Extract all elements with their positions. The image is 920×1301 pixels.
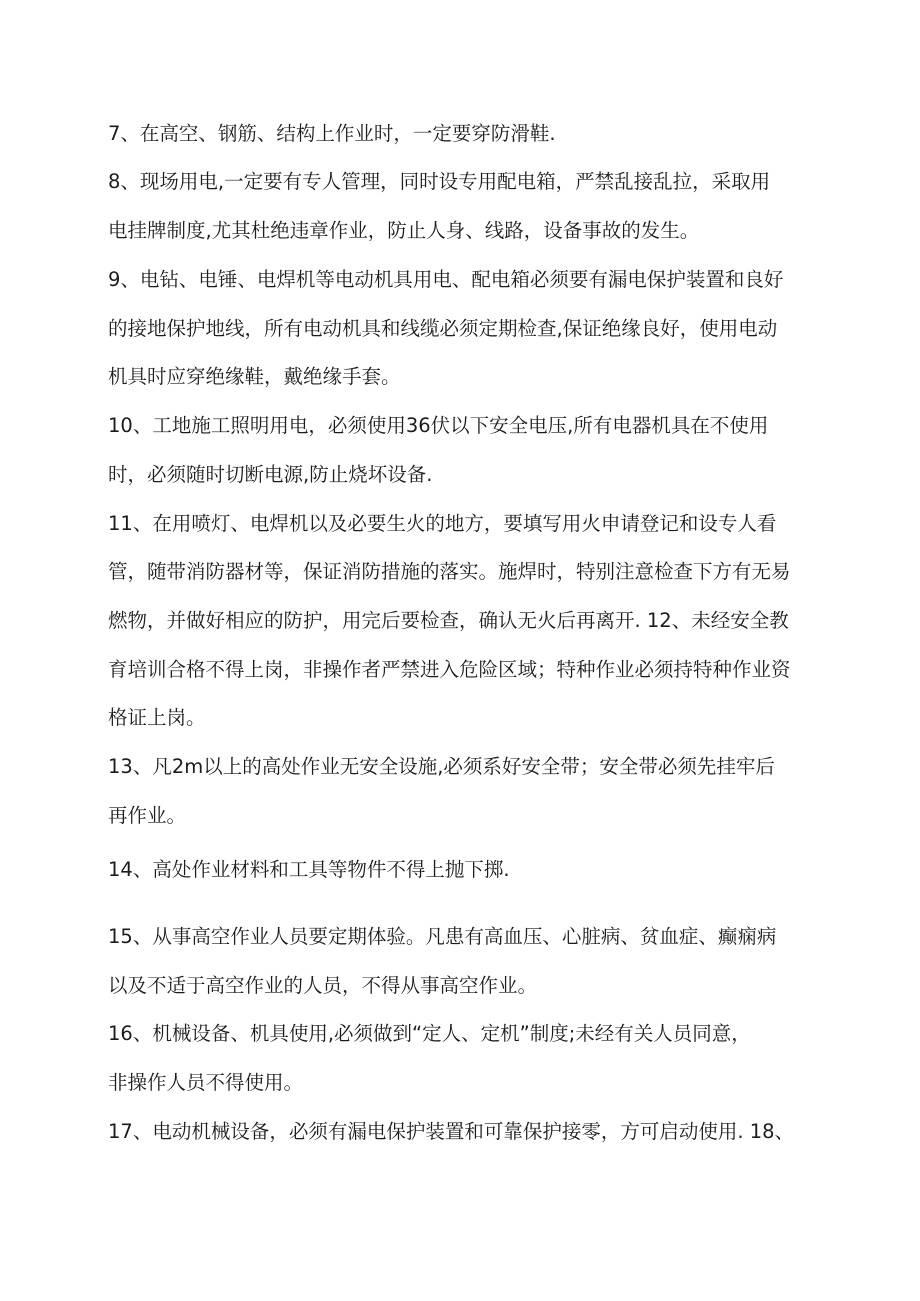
text-line-rule-10-cont: 时，必须随时切断电源,防止烧坏设备. xyxy=(108,463,433,486)
text-line-rule-8: 8、现场用电,一定要有专人管理，同时设专用配电箱，严禁乱接乱拉，采取用 xyxy=(108,170,771,193)
text-line-rule-9: 9、电钻、电锤、电焊机等电动机具用电、配电箱必须要有漏电保护装置和良好 xyxy=(108,268,784,291)
text-line-rule-10: 10、工地施工照明用电，必须使用36伏以下安全电压,所有电器机具在不使用 xyxy=(108,414,769,437)
text-line-rule-16-cont: 非操作人员不得使用。 xyxy=(108,1071,304,1094)
text-line-rule-11: 11、在用喷灯、电焊机以及必要生火的地方，要填写用火申请登记和设专人看 xyxy=(108,512,777,535)
text-line-rule-11-cont: 管，随带消防器材等，保证消防措施的落实。施焊时，特别注意检查下方有无易 xyxy=(108,560,791,583)
text-line-rule-12-cont: 格证上岗。 xyxy=(108,706,206,729)
text-line-rule-16: 16、机械设备、机具使用,必须做到“定人、定机”制度;未经有关人员同意， xyxy=(108,1022,751,1045)
text-line-rule-15-cont: 以及不适于高空作业的人员，不得从事高空作业。 xyxy=(108,974,538,997)
text-line-rule-11-12: 燃物，并做好相应的防护，用完后要检查，确认无火后再离开. 12、未经安全教 xyxy=(108,609,789,632)
text-line-rule-17-18: 17、电动机械设备，必须有漏电保护装置和可靠保护接零，方可启动使用. 18、 xyxy=(108,1120,795,1143)
text-line-rule-8-cont: 电挂牌制度,尤其杜绝违章作业，防止人身、线路，设备事故的发生。 xyxy=(108,219,700,242)
text-line-rule-9-cont: 机具时应穿绝缘鞋，戴绝缘手套。 xyxy=(108,365,401,388)
text-line-rule-7: 7、在高空、钢筋、结构上作业时，一定要穿防滑鞋. xyxy=(108,122,556,145)
text-line-rule-14: 14、高处作业材料和工具等物件不得上抛下掷. xyxy=(108,858,510,881)
text-line-rule-13-cont: 再作业。 xyxy=(108,804,187,827)
text-line-rule-13: 13、凡2m以上的高处作业无安全设施,必须系好安全带；安全带必须先挂牢后 xyxy=(108,755,775,778)
text-line-rule-15: 15、从事高空作业人员要定期体验。凡患有高血压、心脏病、贫血症、癫痫病 xyxy=(108,925,777,948)
text-line-rule-9-cont: 的接地保护地线，所有电动机具和线缆必须定期检查,保证绝缘良好，使用电动 xyxy=(108,317,778,340)
text-line-rule-12-cont: 育培训合格不得上岗，非操作者严禁进入危险区域；特种作业必须持特种作业资 xyxy=(108,658,791,681)
